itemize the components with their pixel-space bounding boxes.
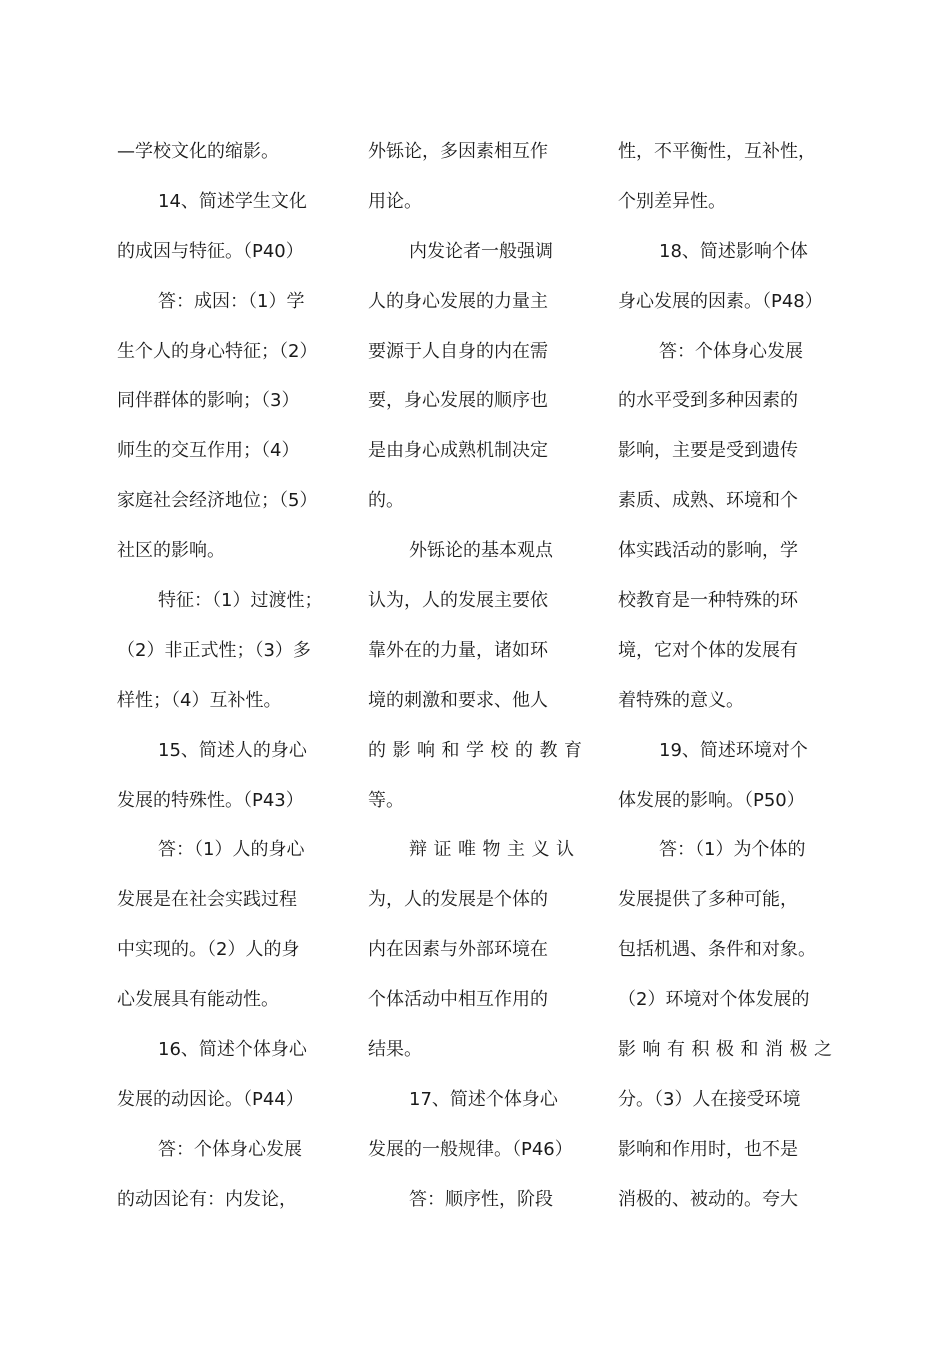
text-line: 是由身心成熟机制决定 [368, 440, 548, 462]
text-line: 15、简述人的身心 [158, 739, 307, 761]
text-line: 认为，人的发展主要依 [368, 590, 548, 612]
text-line: 体实践活动的影响，学 [618, 540, 798, 562]
text-line: 着特殊的意义。 [618, 689, 744, 711]
text-line: 答：个体身心发展 [659, 340, 803, 362]
text-line: 19、简述环境对个 [659, 739, 808, 761]
text-line: 性，不平衡性，互补性， [618, 141, 816, 162]
text-line: 生个人的身心特征；（2） [117, 340, 318, 362]
text-line: 样性；（4）互补性。 [117, 689, 282, 711]
text-column-1 [117, 132, 349, 1230]
text-line: 境的刺激和要求、他人 [368, 689, 548, 711]
text-line: 影响有积极和消极之 [618, 1039, 839, 1061]
text-line: 的影响和学校的教育 [368, 739, 589, 761]
text-line: 等。 [368, 789, 404, 811]
text-line: 外铄论的基本观点 [409, 540, 553, 562]
text-line: （2）非正式性；（3）多 [117, 639, 311, 661]
text-line: 要源于人自身的内在需 [368, 340, 548, 362]
text-line: 素质、成熟、环境和个 [618, 490, 798, 512]
text-line: 特征：（1）过渡性； [158, 590, 323, 612]
text-line: 14、简述学生文化 [158, 190, 307, 212]
text-line: 消极的、被动的。夸大 [618, 1188, 798, 1210]
text-line: （2）环境对个体发展的 [618, 989, 810, 1011]
text-line: 家庭社会经济地位；（5） [117, 490, 318, 512]
text-line: 师生的交互作用；（4） [117, 440, 300, 462]
text-line: 心发展具有能动性。 [117, 989, 279, 1011]
text-line: 境，它对个体的发展有 [618, 639, 798, 661]
text-line: 的水平受到多种因素的 [618, 390, 798, 412]
text-line: 辩证唯物主义认 [409, 839, 581, 861]
text-line: 外铄论，多因素相互作 [368, 141, 548, 162]
text-line: 的。 [368, 490, 404, 512]
text-line: 身心发展的因素。（P48） [618, 290, 823, 312]
text-line: 答：成因：（1）学 [158, 290, 305, 312]
text-line: 为，人的发展是个体的 [368, 889, 548, 911]
text-line: 答：个体身心发展 [158, 1138, 302, 1160]
text-line: 影响，主要是受到遗传 [618, 440, 798, 462]
text-line: 靠外在的力量，诸如环 [368, 639, 548, 661]
text-line: 答：（1）为个体的 [659, 839, 806, 861]
text-line: 答：（1）人的身心 [158, 839, 305, 861]
text-column-2 [368, 132, 600, 1230]
text-line: 17、简述个体身心 [409, 1088, 558, 1110]
text-line: 人的身心发展的力量主 [368, 290, 548, 312]
text-line: 的成因与特征。（P40） [117, 240, 304, 262]
text-line: 结果。 [368, 1039, 422, 1061]
text-line: 内在因素与外部环境在 [368, 939, 548, 961]
text-line: 发展的特殊性。（P43） [117, 789, 304, 811]
text-line: 的动因论有：内发论， [117, 1188, 297, 1210]
text-line: 分。（3）人在接受环境 [618, 1088, 801, 1110]
text-line: 用论。 [368, 190, 422, 212]
text-line: 要，身心发展的顺序也 [368, 390, 548, 412]
text-line: —学校文化的缩影。 [117, 141, 279, 162]
text-line: 发展的一般规律。（P46） [368, 1138, 573, 1160]
text-line: 发展提供了多种可能， [618, 889, 798, 911]
text-line: 个体活动中相互作用的 [368, 989, 548, 1011]
text-line: 校教育是一种特殊的环 [618, 590, 798, 612]
text-line: 16、简述个体身心 [158, 1039, 307, 1061]
text-line: 发展是在社会实践过程 [117, 889, 297, 911]
text-column-3 [618, 132, 850, 1230]
text-line: 包括机遇、条件和对象。 [618, 939, 816, 961]
text-line: 内发论者一般强调 [409, 240, 553, 262]
text-line: 影响和作用时，也不是 [618, 1138, 798, 1160]
text-line: 社区的影响。 [117, 540, 225, 562]
text-line: 同伴群体的影响；（3） [117, 390, 300, 412]
text-line: 答：顺序性，阶段 [409, 1188, 553, 1210]
text-line: 发展的动因论。（P44） [117, 1088, 304, 1110]
text-line: 体发展的影响。（P50） [618, 789, 805, 811]
text-line: 个别差异性。 [618, 190, 726, 212]
text-line: 中实现的。（2）人的身 [117, 939, 300, 961]
text-line: 18、简述影响个体 [659, 240, 808, 262]
